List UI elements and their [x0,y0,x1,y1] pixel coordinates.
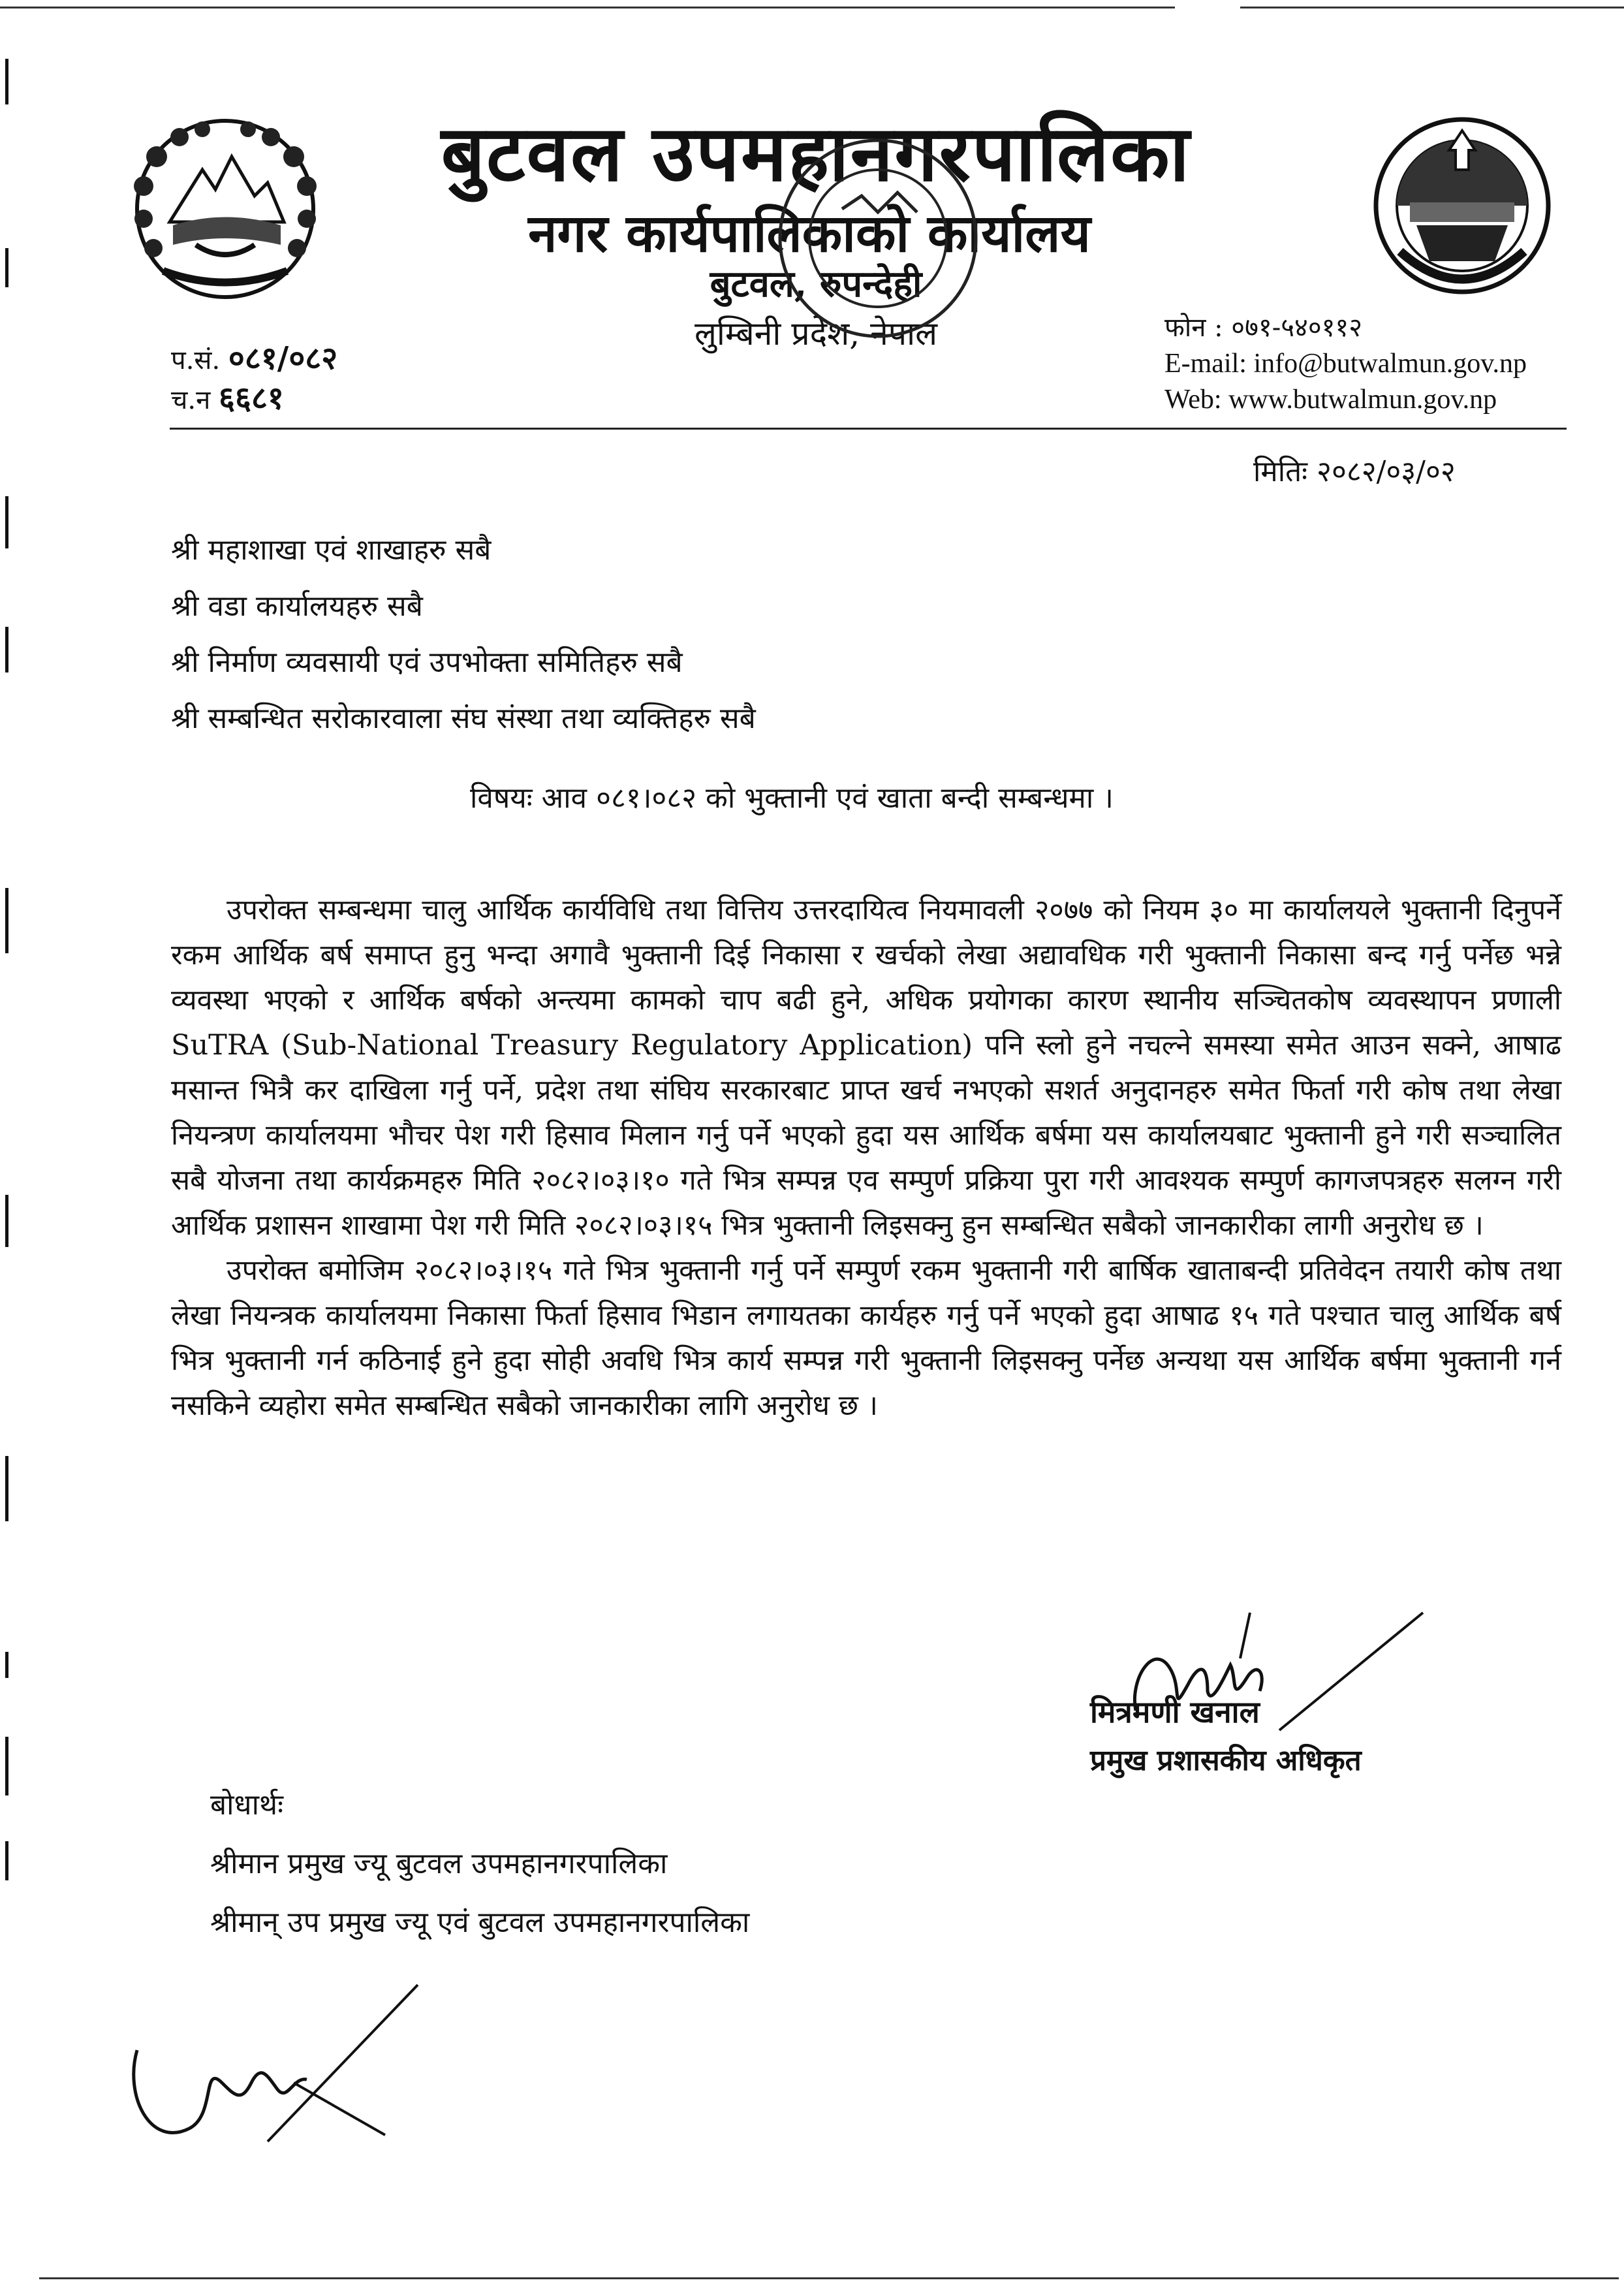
scan-edge-mark [5,888,8,953]
reference-block [171,340,337,419]
scan-edge-mark [5,627,8,672]
web-text: Web: www.butwalmun.gov.np [1164,385,1497,415]
recipients-list [171,522,756,747]
address-line-1: बुटवल, रुपन्देही [710,262,922,306]
cn-value: ६६८१ [219,380,284,417]
scan-edge-mark [5,496,8,548]
body-paragraph: उपरोक्त बमोजिम २०८२।०३।१५ गते भित्र भुक्तानी गर्नु पर्ने सम्पुर्ण रकम भुक्तानी गरी बार्षिक खाताबन्दी प्रतिवेदन तयारी कोष तथा लेखा नियन्त्रक कार्यालयमा निकासा फिर्ता हिसाव भिडान लगायतका कार्यहरु गर्नु पर्ने भएको हुदा आषाढ १५ गते पश्चात चालु आर्थिक बर्ष भित्र भुक्तानी गर्न कठिनाई हुने हुदा सोही अवधि भित्र कार्य सम्पन्न गरी भुक्तानी लिइसक्नु पर्नेछ अन्यथा यस आर्थिक बर्षमा भुक्तानी गर्न नसकिने व्यहोरा समेत सम्बन्धित सबैको जानकारीका लागि अनुरोध छ । [171,1254,1561,1422]
butwal-municipality-logo-icon [1371,111,1554,300]
signatory-block [1090,1691,1456,1779]
letter-body [171,888,1561,1429]
recipient-item: श्री महाशाखा एवं शाखाहरु सबै [171,533,492,567]
scan-edge-mark [5,248,8,287]
address-line-2: लुम्बिनी प्रदेश, नेपाल [694,315,938,353]
cc-item: श्रीमान् उप प्रमुख ज्यू एवं बुटवल उपमहानगरपालिका [210,1906,750,1939]
scan-edge-mark [5,1652,8,1678]
cn-label: च.न [171,385,211,415]
nepal-government-emblem-icon [117,111,333,307]
email-text: E-mail: info@butwalmun.gov.np [1164,349,1527,379]
letter-subject: विषयः आव ०८१।०८२ को भुक्तानी एवं खाता बन्दी सम्बन्धमा । [470,782,1114,815]
cc-item: श्रीमान प्रमुख ज्यू बुटवल उपमहानगरपालिका [210,1847,668,1880]
scan-edge-mark [5,1195,8,1247]
office-stamp-icon [770,131,986,346]
signatory-name: मित्रमणी खनाल [1090,1694,1260,1730]
top-border-line [0,7,1175,8]
ps-value: ०८१/०८२ [228,340,338,377]
scan-edge-mark [5,59,8,104]
phone-text: फोन : ०७१-५४०११२ [1164,313,1363,343]
recipient-item: श्री सम्बन्धित सरोकारवाला संघ संस्था तथा व्यक्तिहरु सबै [171,702,756,735]
recipient-item: श्री वडा कार्यालयहरु सबै [171,590,423,623]
cc-block [210,1776,749,1952]
scan-edge-mark [5,1841,8,1880]
scan-edge-mark [5,1456,8,1521]
cc-label: बोधार्थः [210,1788,283,1822]
ps-label: प.सं. [171,345,221,375]
body-paragraph: उपरोक्त सम्बन्धमा चालु आर्थिक कार्यविधि तथा वित्तिय उत्तरदायित्व नियमावली २०७७ को नियम ३० मा कार्यालयले भुक्तानी दिनुपर्ने रकम आर्थिक बर्ष समाप्त हुनु भन्दा अगावै भुक्तानी दिई निकासा र खर्चको लेखा अद्यावधिक गरी भुक्तानी निकासा बन्द गर्नु पर्नेछ भन्ने व्यवस्था भएको र आर्थिक बर्षको अन्त्यमा कामको चाप बढी हुने, अधिक प्रयोगका कारण स्थानीय सञ्चितकोष व्यवस्थापन प्रणाली SuTRA (Sub-National Treasury Regulatory Application) पनि स्लो हुने नचल्ने समस्या समेत आउन सक्ने, आषाढ मसान्त भित्रै कर दाखिला गर्नु पर्ने, प्रदेश तथा संघिय सरकारबाट प्राप्त खर्च नभएको सशर्त अनुदानहरु समेत फिर्ता गरी कोष तथा लेखा नियन्त्रण कार्यालयमा भौचर पेश गरी हिसाव मिलान गर्नु पर्ने भएको हुदा यस आर्थिक बर्षमा यस कार्यालयबाट भुक्तानी हुने गरी सञ्चालित सबै योजना तथा कार्यक्रमहरु मिति २०८२।०३।१० गते भित्र सम्पन्न एव सम्पुर्ण प्रक्रिया पुरा गरी आवश्यक सम्पुर्ण कागजपत्रहरु सलग्न गरी आर्थिक प्रशासन शाखामा पेश गरी मिति २०८२।०३।१५ भित्र भुक्तानी लिइसक्नु हुन सम्बन्धित सबैको जानकारीका लागी अनुरोध छ । [171,894,1561,1242]
contact-block [1164,310,1527,418]
top-border-line-right [1240,7,1624,8]
letter-date: मितिः २०८२/०३/०२ [1253,455,1456,488]
office-name: नगर कार्यपालिकाको कार्यालय [528,202,1091,264]
scan-edge-mark [5,1737,8,1795]
recipient-item: श्री निर्माण व्यवसायी एवं उपभोक्ता समितिहरु सबै [171,646,683,679]
bottom-border-line [39,2277,1619,2279]
signatory-title: प्रमुख प्रशासकीय अधिकृत [1090,1744,1362,1777]
letterhead-divider [170,428,1567,430]
organization-name: बुटवल उपमहानगरपालिका [441,108,1191,198]
cc-signature-icon [111,1965,450,2155]
